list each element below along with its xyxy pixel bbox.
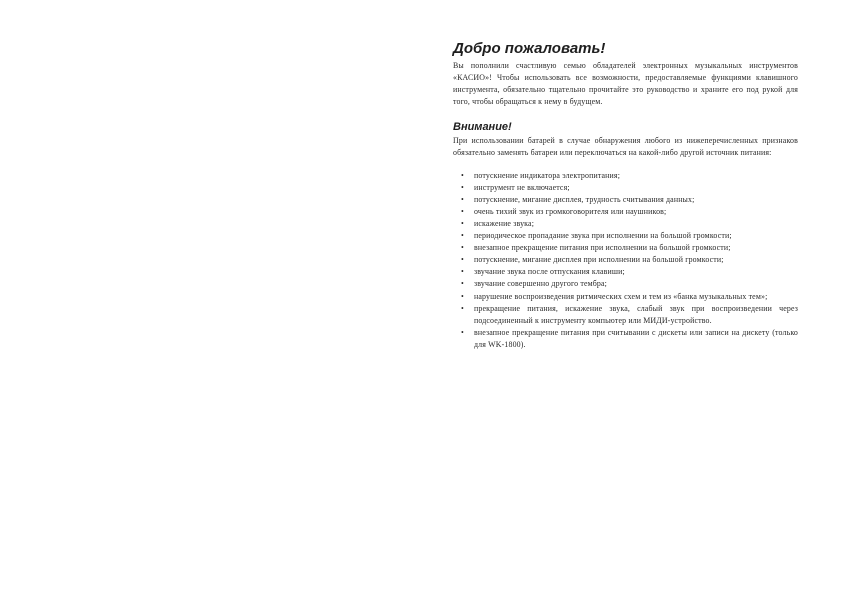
welcome-paragraph: Вы пополнили счастливую семью обладателей электронных музыкальных инструментов «КАСИО»! Чтобы использовать все возможности, предоставляемые функциями клавишного инструмента, обязательно тщательно прочитайте это руководство и храните его под рукой для того, чтобы обращаться к нему в будущем. [453, 61, 798, 107]
warning-title: Внимание! [453, 121, 512, 134]
list-item-text: звучание совершенно другого тембра; [474, 279, 608, 289]
bullet-icon: • [461, 255, 464, 265]
list-item-text: очень тихий звук из громкоговорителя или наушников; [474, 206, 667, 216]
warning-paragraph: При использовании батарей в случае обнаружения любого из нижеперечисленных признаков обязательно заменять батареи или переключаться на какой-либо другой источник питания: [453, 136, 798, 158]
bullet-icon: • [461, 279, 464, 289]
list-item-text: потускнение, мигание дисплея, трудность считывания данных; [474, 194, 695, 204]
bullet-icon: • [461, 243, 464, 253]
list-item [453, 230, 798, 242]
list-item [453, 218, 798, 230]
list-item-text: потускнение, мигание дисплея при исполнении на большой громкости; [474, 255, 724, 265]
bullet-icon: • [461, 194, 464, 204]
list-item-text: звучание звука после отпускания клавиши; [474, 267, 625, 277]
list-item [453, 278, 798, 290]
list-item [453, 242, 798, 254]
bullet-icon: • [461, 303, 464, 313]
list-item [453, 327, 798, 351]
list-item [453, 254, 798, 266]
manual-page [453, 40, 798, 351]
list-item [453, 194, 798, 206]
bullet-icon: • [461, 231, 464, 241]
list-item [453, 303, 798, 327]
list-item [453, 291, 798, 303]
bullet-icon: • [461, 327, 464, 337]
list-item-text: искажение звука; [474, 218, 535, 228]
bullet-icon: • [461, 182, 464, 192]
list-item-text: периодическое пропадание звука при исполнении на большой громкости; [474, 231, 732, 241]
bullet-icon: • [461, 218, 464, 228]
bullet-icon: • [461, 170, 464, 180]
list-item [453, 170, 798, 182]
list-item-text: потускнение индикатора электропитания; [474, 170, 621, 180]
bullet-icon: • [461, 206, 464, 216]
list-item [453, 266, 798, 278]
list-item [453, 182, 798, 194]
list-item-text: нарушение воспроизведения ритмических схем и тем из «банка музыкальных тем»; [474, 291, 768, 301]
bullet-icon: • [461, 291, 464, 301]
welcome-title: Добро пожаловать! [453, 40, 606, 57]
list-item-text: внезапное прекращение питания при считывании с дискеты или записи на дискету (только для WK-1800). [474, 327, 798, 349]
symptom-list [453, 170, 798, 351]
list-item-text: инструмент не включается; [474, 182, 570, 192]
list-item [453, 206, 798, 218]
list-item-text: прекращение питания, искажение звука, слабый звук при воспроизведении через подсоединенный к инструменту компьютер или МИДИ-устройство. [474, 303, 798, 325]
list-item-text: внезапное прекращение питания при исполнении на большой громкости; [474, 243, 731, 253]
bullet-icon: • [461, 267, 464, 277]
